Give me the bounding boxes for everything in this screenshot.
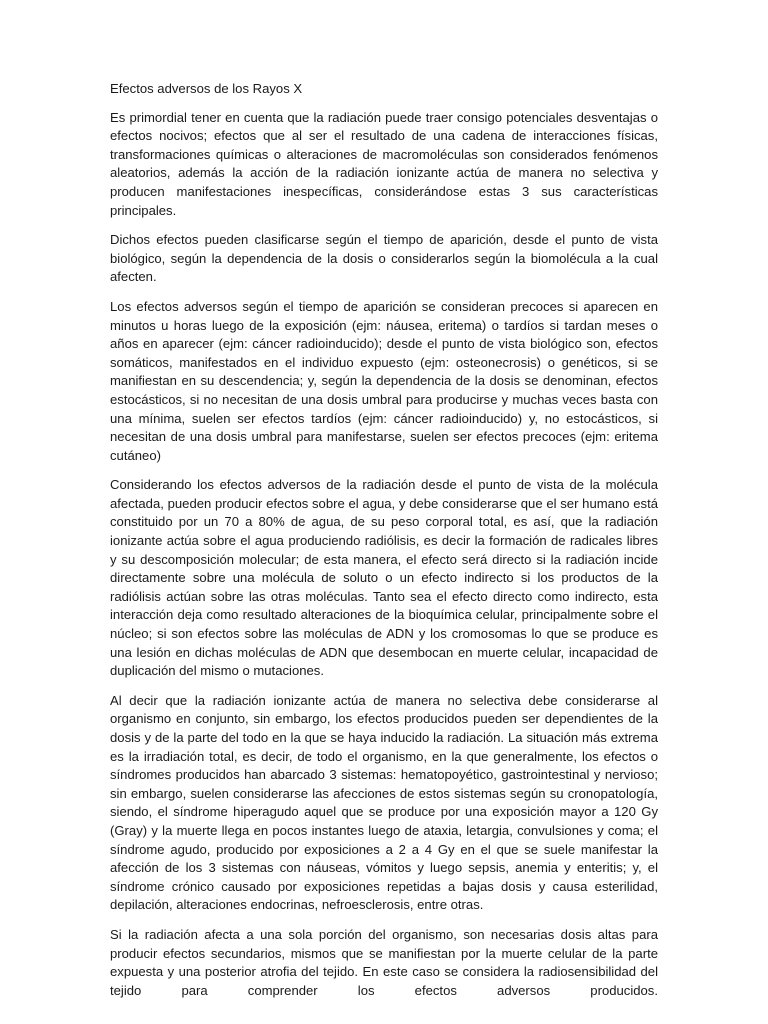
paragraph-intro: Es primordial tener en cuenta que la radiación puede traer consigo potenciales desventajas o efectos nocivos; efectos que al ser el resultado de una cadena de interacciones físicas, transformaciones químicas o alteraciones de macromoléculas son considerados fenómenos aleatorios, además la acción de la radiación ionizante actúa de manera no selectiva y producen manifestaciones inespecíficas, considerándose estas 3 sus características principales. [110,109,658,218]
paragraph-molecular-effects: Considerando los efectos adversos de la radiación desde el punto de vista de la molécula afectada, pueden producir efectos sobre el agua, y debe considerarse que el ser humano está constituido por un 70 a 80% de agua, de su peso corporal total, es así, que la radiación ionizante actúa sobre el agua produciendo radiólisis, es decir la formación de radicales libres y su descomposición molecular; de esta manera, el efecto será directo si la radiación incide directamente sobre una molécula de soluto o un efecto indirecto si los productos de la radiólisis actúan sobre las otras moléculas. Tanto sea el efecto directo como indirecto, esta interacción deja como resultado alteraciones de la bioquímica celular, principalmente sobre el núcleo; si son efectos sobre las moléculas de ADN y los cromosomas lo que se produce es una lesión en dichas moléculas de ADN que desembocan en muerte celular, incapacidad de duplicación del mismo o mutaciones. [110,477,658,679]
paragraph-whole-body-irradiation: Al decir que la radiación ionizante actúa de manera no selectiva debe considerarse al organismo en conjunto, sin embargo, los efectos producidos pueden ser dependientes de la dosis y de la parte del todo en la que se haya inducido la radiación. La situación más extrema es la irradiación total, es decir, de todo el organismo, en la que generalmente, los efectos o síndromes producidos han abarcado 3 sistemas: hematopoyético, gastrointestinal y nervioso; sin embargo, suelen considerarse las afecciones de estos sistemas según su cronopatología, siendo, el síndrome hiperagudo aquel que se produce por una exposición mayor a 120 Gy (Gray) y la muerte llega en pocos instantes luego de ataxia, letargia, convulsiones y coma; el síndrome agudo, producido por exposiciones a 2 a 4 Gy en el que se suele manifestar la afección de los 3 sistemas con náuseas, vómitos y luego sepsis, anemia y enteritis; y, el síndrome crónico causado por exposiciones repetidas a bajas dosis y causa esterilidad, depilación, alteraciones endocrinas, nefroesclerosis, entre otras. [110,692,658,913]
paragraph-time-of-onset: Los efectos adversos según el tiempo de aparición se consideran precoces si aparecen en minutos u horas luego de la exposición (ejm: náusea, eritema) o tardíos si tardan meses o años en aparecer (ejm: cáncer radioinducido); desde el punto de vista biológico son, efectos somáticos, manifestados en el individuo expuesto (ejm: osteonecrosis) o genéticos, si se manifiestan en su descendencia; y, según la dependencia de la dosis se denominan, efectos estocásticos, si no necesitan de una dosis umbral para producirse y muchas veces basta con una mínima, suelen ser efectos tardíos (ejm: cáncer radioinducido) y, no estocásticos, si necesitan de una dosis umbral para manifestarse, suelen ser efectos precoces (ejm: eritema cutáneo) [110,298,658,463]
document-page [110,80,658,1011]
document-title: Efectos adversos de los Rayos X [110,81,303,96]
paragraph-partial-irradiation: Si la radiación afecta a una sola porción del organismo, son necesarias dosis altas para producir efectos secundarios, mismos que se manifiestan por la muerte celular de la parte expuesta y una posterior atrofia del tejido. En este caso se considera la radiosensibilidad del tejido para comprender los efectos adversos producidos. [110,926,658,998]
paragraph-classification: Dichos efectos pueden clasificarse según el tiempo de aparición, desde el punto de vista biológico, según la dependencia de la dosis o considerarlos según la biomolécula a la cual afecten. [110,232,658,285]
